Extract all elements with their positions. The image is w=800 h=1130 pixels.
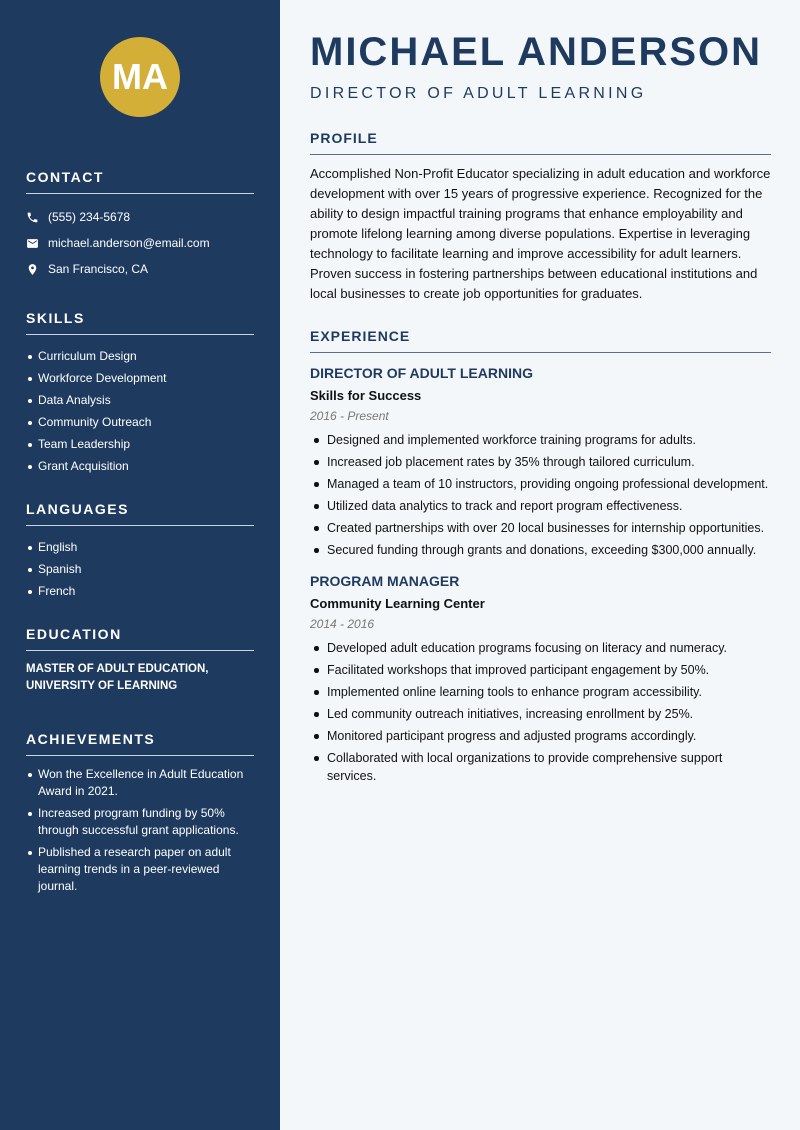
phone-icon [26,211,39,224]
job-bullet: Increased job placement rates by 35% through tailored curriculum. [310,453,771,471]
achievement-item: Published a research paper on adult learning trends in a peer-reviewed journal. [26,844,254,895]
contact-section [26,169,254,282]
language-item: English [26,536,254,558]
job-bullet: Managed a team of 10 instructors, providing ongoing professional development. [310,475,771,493]
education-section [26,626,254,695]
skill-item: Workforce Development [26,367,254,389]
job-entry [310,573,771,785]
job-bullet: Monitored participant progress and adjusted programs accordingly. [310,727,771,745]
job-title: PROGRAM MANAGER [310,573,460,589]
job-bullet: Utilized data analytics to track and report program effectiveness. [310,497,771,515]
achievements-heading: ACHIEVEMENTS [26,731,254,756]
achievement-item: Won the Excellence in Adult Education Award in 2021. [26,766,254,800]
main-content [310,30,771,789]
experience-section [310,328,771,785]
education-degree: MASTER OF ADULT EDUCATION, [26,663,209,675]
job-bullet: Implemented online learning tools to enhance program accessibility. [310,683,771,701]
job-dates: 2016 - Present [310,409,389,423]
achievements-section [26,731,254,895]
skill-item: Team Leadership [26,433,254,455]
contact-email: michael.anderson@email.com [26,230,254,256]
job-dates: 2014 - 2016 [310,617,375,631]
avatar: MA [100,37,180,117]
job-entry [310,365,771,559]
language-item: Spanish [26,558,254,580]
contact-phone: (555) 234-5678 [26,204,254,230]
profile-text: Accomplished Non-Profit Educator specializing in adult education and workforce development with over 15 years of progressive experience. Recognized for the ability to design impactful training programs that enhance employability and promote lifelong learning among diverse populations. Expertise in leveraging technology to facilitate learning and improve accessibility for adult learners. Proven success in fostering partnerships between educational institutions and local businesses to create job opportunities for graduates. [310,166,771,301]
experience-heading: EXPERIENCE [310,328,771,353]
job-company: Community Learning Center [310,596,485,611]
skill-item: Grant Acquisition [26,455,254,477]
job-bullet: Led community outreach initiatives, increasing enrollment by 25%. [310,705,771,723]
location-pin-icon [26,263,39,276]
language-item: French [26,580,254,602]
contact-location: San Francisco, CA [26,256,254,282]
job-bullet: Designed and implemented workforce training programs for adults. [310,431,771,449]
skills-heading: SKILLS [26,310,254,335]
job-bullet: Facilitated workshops that improved participant engagement by 50%. [310,661,771,679]
education-school: UNIVERSITY OF LEARNING [26,680,178,692]
skills-section [26,310,254,477]
job-bullet: Secured funding through grants and donations, exceeding $300,000 annually. [310,541,771,559]
job-bullet: Developed adult education programs focusing on literacy and numeracy. [310,639,771,657]
job-bullet: Created partnerships with over 20 local businesses for internship opportunities. [310,519,771,537]
skill-item: Community Outreach [26,411,254,433]
languages-section [26,501,254,602]
profile-section [310,130,771,304]
languages-heading: LANGUAGES [26,501,254,526]
achievement-item: Increased program funding by 50% through successful grant applications. [26,805,254,839]
sidebar [0,0,280,1130]
job-bullet: Collaborated with local organizations to provide comprehensive support services. [310,749,771,785]
job-company: Skills for Success [310,388,422,403]
skill-item: Curriculum Design [26,345,254,367]
email-icon [26,237,39,250]
contact-heading: CONTACT [26,169,254,194]
skill-item: Data Analysis [26,389,254,411]
candidate-name: MICHAEL ANDERSON [310,30,763,74]
profile-heading: PROFILE [310,130,771,155]
education-heading: EDUCATION [26,626,254,651]
job-title: DIRECTOR OF ADULT LEARNING [310,365,533,381]
candidate-title: DIRECTOR OF ADULT LEARNING [310,85,647,102]
